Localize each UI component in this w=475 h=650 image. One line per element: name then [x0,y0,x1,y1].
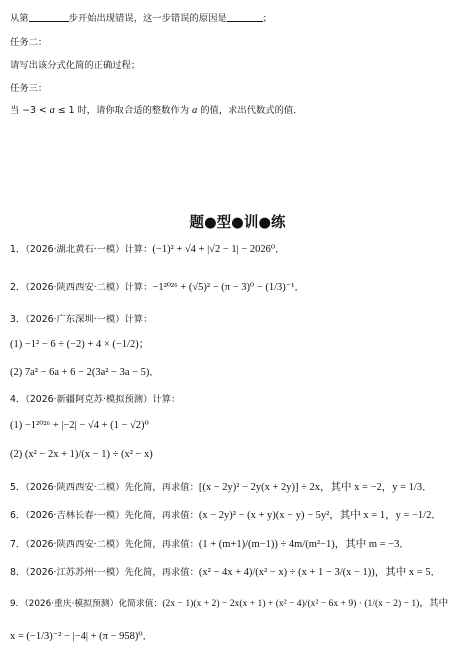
problem-source: （2026·吉林长春·一模）先化简，再求值： [25,510,199,521]
part-math: −1²⁰²⁶ + |−2| − √4 + (1 − √2)⁰ [24,420,149,431]
answer-blank[interactable] [29,12,69,22]
problem-math: −1²⁰²⁶ + (√5)² − (π − 3)⁰ − (1/3)⁻¹． [152,282,305,293]
task3-text-part: 的值，求出代数式的值． [197,105,303,116]
answer-blank[interactable] [227,12,263,22]
problem-number: 3． [10,314,26,325]
problem-3-part-1 [10,338,149,352]
problem-source: （2026·重庆·模拟预测）化简求值： [24,599,163,609]
task3-text-part: 当 −3 < [10,105,50,116]
problem-8 [10,566,441,580]
problem-3 [10,313,152,327]
problem-9 [10,597,448,611]
problem-6 [10,509,442,523]
problem-7 [10,538,410,552]
task2-text: 请写出该分式化简的正确过程； [10,60,141,71]
problem-source: （2026·陕西西安·二模）计算： [25,282,153,293]
problem-source: （2026·湖北黄石·一模）计算： [25,244,153,255]
problem-math: (2x − 1)(x + 2) − 2x(x + 1) + (x² − 4)/(x² − 6x + 9) · (1/(x − 2) − 1)，其中 [162,598,449,609]
problem-math: (−1)² + √4 + |√2 − 1| − 2026⁰． [152,244,286,255]
problem-4-part-2 [10,448,153,462]
problem-source: （2026·新疆阿克苏·模拟预测）计算： [25,394,181,405]
problem-5 [10,481,433,495]
problem-2 [10,281,305,295]
part-math: (x² − 2x + 1)/(x − 1) ÷ (x² − x) [24,449,153,460]
problem-source: （2026·陕西西安·二模）先化简，再求值： [25,482,199,493]
problem-3-part-2 [10,366,160,380]
problem-9-tail: x = (−1/3)⁻² − |−4| + (π − 958)⁰． [10,631,154,642]
intro-line-1 [10,12,272,26]
part-math: −1² − 6 ÷ (−2) + 4 × (−1/2)； [24,339,150,350]
part-label: (1) [10,339,23,350]
problem-math: (x² − 4x + 4)/(x² − x) ÷ (x + 1 − 3/(x − 1))，其中 x = 5． [198,567,442,578]
task3-label: 任务三： [10,83,48,94]
problem-4 [10,393,180,407]
part-label: (2) [10,449,23,460]
problem-number: 6． [10,510,26,521]
problem-number: 1． [10,244,26,255]
part-label: (2) [10,367,23,378]
task3-text-part: ≤ 1 时，请你取合适的整数作为 [54,105,193,116]
problem-number: 7． [10,539,26,550]
part-math: 7a² − 6a + 6 − 2(3a² − 3a − 5)． [24,367,160,378]
problem-source: （2026·广东深圳·一模）计算： [25,314,153,325]
variable-a: a [192,105,198,116]
problem-math: (1 + (m+1)/(m−1)) ÷ 4m/(m²−1)，其中 m = −3． [198,539,410,550]
problem-number: 9． [10,599,25,609]
intro-text: ； [262,13,272,24]
problem-number: 4． [10,394,26,405]
part-label: (1) [10,420,23,431]
task2-label: 任务二： [10,37,48,48]
problem-1 [10,243,286,257]
problem-math: (x − 2y)² − (x + y)(x − y) − 5y²，其中 x = 1，y = −1/2． [198,510,442,521]
variable-a: a [49,105,55,116]
problem-number: 8． [10,567,26,578]
problem-number: 2． [10,282,26,293]
problem-number: 5． [10,482,26,493]
section-heading: 题●型●训●练 [189,215,286,231]
problem-source: （2026·江苏苏州·一模）先化简，再求值： [25,567,199,578]
intro-text: 步开始出现错误，这一步错误的原因是 [68,13,227,24]
problem-4-part-1 [10,419,149,433]
intro-text: 从第 [10,13,29,24]
task3-text [10,104,303,118]
problem-source: （2026·陕西西安·二模）先化简，再求值： [25,539,199,550]
problem-math: [(x − 2y)² − 2y(x + 2y)] ÷ 2x，其中 x = −2，y = 1/3． [198,482,433,493]
